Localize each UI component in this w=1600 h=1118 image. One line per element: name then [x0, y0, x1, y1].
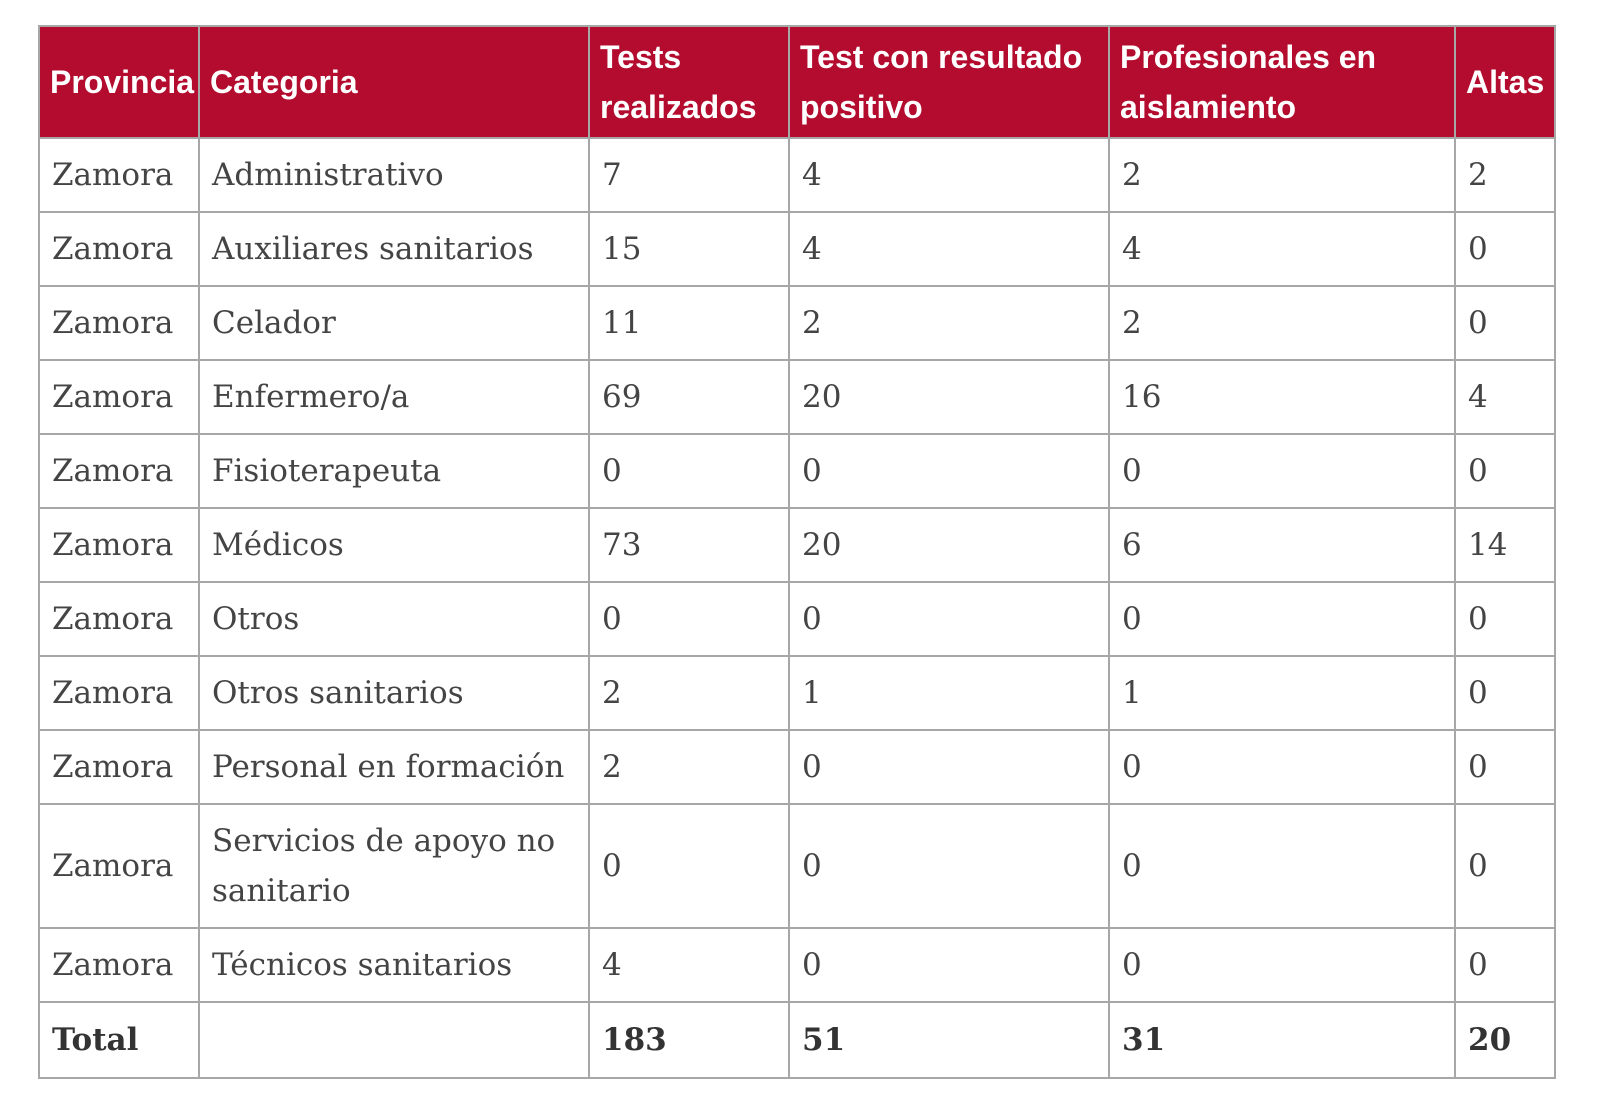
data-table: [38, 25, 1556, 1079]
cell-altas: 0: [1455, 286, 1555, 360]
cell-aislamiento: 2: [1109, 138, 1455, 212]
cell-categoria: Auxiliares sanitarios: [199, 212, 589, 286]
cell-positivos: 0: [789, 582, 1109, 656]
table-row: [39, 730, 1555, 804]
cell-provincia: Zamora: [39, 656, 199, 730]
table-row: [39, 928, 1555, 1002]
cell-positivos: 20: [789, 508, 1109, 582]
table-row: [39, 804, 1555, 928]
cell-aislamiento: 0: [1109, 804, 1455, 928]
cell-categoria: Otros: [199, 582, 589, 656]
cell-aislamiento: 6: [1109, 508, 1455, 582]
cell-altas: 0: [1455, 656, 1555, 730]
cell-categoria: Técnicos sanitarios: [199, 928, 589, 1002]
cell-tests: 4: [589, 928, 789, 1002]
header-profesionales-aislamiento: Profesionales en aislamiento: [1109, 26, 1455, 138]
cell-positivos: 0: [789, 928, 1109, 1002]
cell-provincia: Zamora: [39, 286, 199, 360]
cell-positivos: 0: [789, 730, 1109, 804]
cell-altas: 0: [1455, 928, 1555, 1002]
cell-categoria: Médicos: [199, 508, 589, 582]
cell-tests: 7: [589, 138, 789, 212]
cell-aislamiento: 0: [1109, 730, 1455, 804]
cell-categoria: Otros sanitarios: [199, 656, 589, 730]
table-row: [39, 434, 1555, 508]
cell-aislamiento: 16: [1109, 360, 1455, 434]
cell-provincia: Zamora: [39, 730, 199, 804]
table-row: [39, 360, 1555, 434]
table-row: [39, 286, 1555, 360]
cell-positivos: 2: [789, 286, 1109, 360]
cell-provincia: Zamora: [39, 434, 199, 508]
cell-altas: 0: [1455, 804, 1555, 928]
cell-tests: 11: [589, 286, 789, 360]
cell-altas: 0: [1455, 434, 1555, 508]
total-aislamiento: 31: [1109, 1002, 1455, 1078]
header-altas: Altas: [1455, 26, 1555, 138]
table-row: [39, 138, 1555, 212]
cell-categoria: Fisioterapeuta: [199, 434, 589, 508]
cell-altas: 2: [1455, 138, 1555, 212]
cell-positivos: 4: [789, 138, 1109, 212]
cell-positivos: 20: [789, 360, 1109, 434]
cell-tests: 2: [589, 656, 789, 730]
cell-categoria: Enfermero/a: [199, 360, 589, 434]
cell-aislamiento: 1: [1109, 656, 1455, 730]
cell-altas: 14: [1455, 508, 1555, 582]
cell-provincia: Zamora: [39, 508, 199, 582]
cell-positivos: 0: [789, 434, 1109, 508]
cell-altas: 0: [1455, 582, 1555, 656]
header-categoria: Categoria: [199, 26, 589, 138]
cell-tests: 15: [589, 212, 789, 286]
table-row: [39, 508, 1555, 582]
data-table-container: [38, 25, 1556, 1079]
cell-aislamiento: 0: [1109, 582, 1455, 656]
cell-categoria: Servicios de apoyo no sanitario: [199, 804, 589, 928]
cell-tests: 73: [589, 508, 789, 582]
total-tests: 183: [589, 1002, 789, 1078]
header-tests-realizados: Tests realizados: [589, 26, 789, 138]
cell-provincia: Zamora: [39, 138, 199, 212]
table-row: [39, 582, 1555, 656]
cell-categoria: Personal en formación: [199, 730, 589, 804]
cell-aislamiento: 4: [1109, 212, 1455, 286]
table-row: [39, 212, 1555, 286]
cell-altas: 4: [1455, 360, 1555, 434]
cell-provincia: Zamora: [39, 582, 199, 656]
cell-aislamiento: 0: [1109, 928, 1455, 1002]
total-altas: 20: [1455, 1002, 1555, 1078]
table-total-row: [39, 1002, 1555, 1078]
cell-tests: 2: [589, 730, 789, 804]
cell-provincia: Zamora: [39, 360, 199, 434]
total-categoria: [199, 1002, 589, 1078]
cell-aislamiento: 2: [1109, 286, 1455, 360]
table-row: [39, 656, 1555, 730]
cell-altas: 0: [1455, 730, 1555, 804]
header-provincia: Provincia: [39, 26, 199, 138]
cell-tests: 0: [589, 804, 789, 928]
cell-altas: 0: [1455, 212, 1555, 286]
header-test-positivo: Test con resultado positivo: [789, 26, 1109, 138]
total-label: Total: [39, 1002, 199, 1078]
cell-positivos: 0: [789, 804, 1109, 928]
cell-tests: 69: [589, 360, 789, 434]
cell-positivos: 4: [789, 212, 1109, 286]
cell-provincia: Zamora: [39, 928, 199, 1002]
cell-aislamiento: 0: [1109, 434, 1455, 508]
table-header-row: [39, 26, 1555, 138]
cell-provincia: Zamora: [39, 212, 199, 286]
cell-positivos: 1: [789, 656, 1109, 730]
cell-categoria: Celador: [199, 286, 589, 360]
cell-tests: 0: [589, 582, 789, 656]
cell-categoria: Administrativo: [199, 138, 589, 212]
total-positivos: 51: [789, 1002, 1109, 1078]
cell-tests: 0: [589, 434, 789, 508]
cell-provincia: Zamora: [39, 804, 199, 928]
